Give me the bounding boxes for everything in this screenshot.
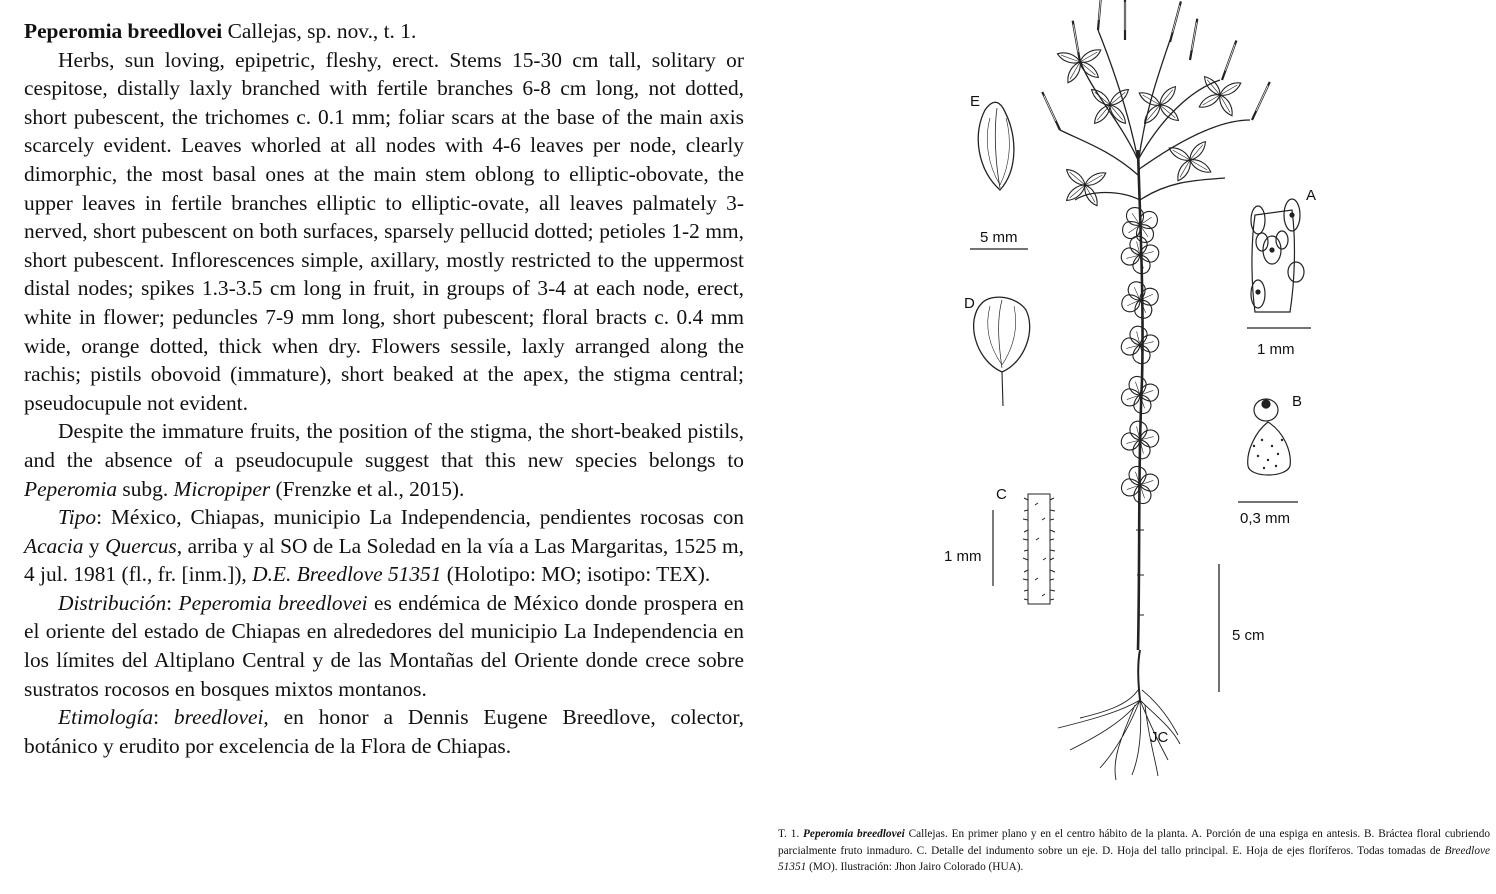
tipo-text: (Holotipo: MO; isotipo: TEX). [441,562,711,587]
article-text [24,17,744,760]
distribucion-label: Distribución [58,590,167,615]
figure-label-d: D [964,295,975,312]
caption-species: Peperomia breedlovei [803,828,905,840]
discussion-text: subg. [117,476,174,501]
caption-voucher: Breedlove 51351 [778,844,1490,874]
tipo-text: y [83,533,106,558]
figure-label-c: C [996,486,1007,503]
figure-d-leaf [974,297,1030,406]
discussion-text: (Frenzke et al., 2015). [270,476,465,501]
collector-voucher: D.E. Breedlove 51351 [252,562,442,587]
species-name-italic: Peperomia breedlovei [178,590,368,615]
tipo-label: Tipo [58,505,97,530]
subgenus-name: Micropiper [173,476,271,501]
etimologia-paragraph [24,703,744,760]
distribucion-paragraph [24,589,744,703]
species-authority: Callejas, sp. nov., t. 1. [222,19,417,43]
taxon-name: Quercus [105,533,177,558]
distribucion-text: : [166,590,179,615]
scale-label-b: 0,3 mm [1240,510,1291,527]
figure-caption [778,826,1490,876]
species-name: Peperomia breedlovei [24,19,223,43]
illustrator-signature: JC [1150,729,1169,746]
scale-label-a: 1 mm [1257,341,1295,358]
botanical-illustration-plate [760,0,1496,820]
discussion-paragraph [24,417,744,503]
species-heading-paragraph [24,17,744,46]
figure-a-spike-portion [1251,199,1304,312]
etimologia-label: Etimología [58,705,154,730]
caption-text: (MO). Ilustración: Jhon Jairo Colorado (HUA). [806,861,1024,874]
tipo-text: , arriba y al SO de La Soledad en la vía a Las Margaritas, 1525 m, 4 jul. 1981 (fl., fr. [inm.]), [24,533,744,587]
scale-label-habit: 5 cm [1232,627,1265,644]
discussion-text: Despite the immature fruits, the position of the stigma, the short-beaked pistils, and the absence of a pseudocupule suggest that this new species belongs to [24,419,744,472]
figure-c-indumentum [1023,494,1055,604]
genus-name: Peperomia [24,476,118,501]
scale-label-e: 5 mm [980,229,1018,246]
etimologia-text: : [153,705,174,730]
figure-label-b: B [1292,393,1303,410]
epithet: breedlovei [173,705,264,730]
tipo-text: : México, Chiapas, municipio La Independencia, pendientes rocosas con [96,505,744,530]
figure-e-leaf [978,102,1014,190]
caption-text: Callejas. En primer plano y en el centro hábito de la planta. A. Porción de una espiga en antesis. B. Bráctea floral cubriendo parcialmente fruto inmaduro. C. Detalle del indumento sobre un eje. D. Hoja del tallo principal. E. Hoja de ejes floríferos. Todas tomadas de [778,828,1490,857]
caption-prefix: T. 1. [778,828,804,840]
species-description: Herbs, sun loving, epipetric, fleshy, erect. Stems 15-30 cm tall, solitary or cespitose, distally laxly branched with fertile branches 6-8 cm long, not dotted, short pubescent, the trichomes c. 0.1 mm; foliar scars at the base of the main axis scarcely evident. Leaves whorled at all nodes with 4-6 leaves per node, clearly dimorphic, the most basal ones at the main stem oblong to elliptic-obovate, the upper leaves in fertile branches elliptic to elliptic-ovate, all leaves palmately 3-nerved, short pubescent on both surfaces, sparsely pellucid dotted; petioles 1-2 mm, short pubescent. Inflorescences simple, axillary, mostly restricted to the uppermost distal nodes; spikes 1.3-3.5 cm long in fruit, in groups of 3-4 at each node, erect, white in flower; peduncles 7-9 mm long, short pubescent; floral bracts c. 0.4 mm wide, orange dotted, thick when dry. Flowers sessile, laxly arranged along the rachis; pistils obovoid (immature), short beaked at the apex, the stigma central; pseudocupule not evident. [24,47,744,415]
plant-habit-drawing [1042,0,1270,780]
figure-b-bract-fruit [1248,399,1291,475]
figure-label-e: E [970,93,981,110]
distribucion-text: es endémica de México donde prospera en el oriente del estado de Chiapas en alrededores del municipio La Independencia en los límites del Altiplano Central y de las Montañas del Oriente donde crece sobre sustratos rocosos en bosques mixtos montanos. [24,590,745,701]
scale-label-c: 1 mm [944,548,982,565]
figure-label-a: A [1306,187,1317,204]
taxon-name: Acacia [24,533,84,558]
etimologia-text: , en honor a Dennis Eugene Breedlove, colector, botánico y erudito por excelencia de la Flora de Chiapas. [24,705,744,758]
tipo-paragraph [24,503,744,589]
